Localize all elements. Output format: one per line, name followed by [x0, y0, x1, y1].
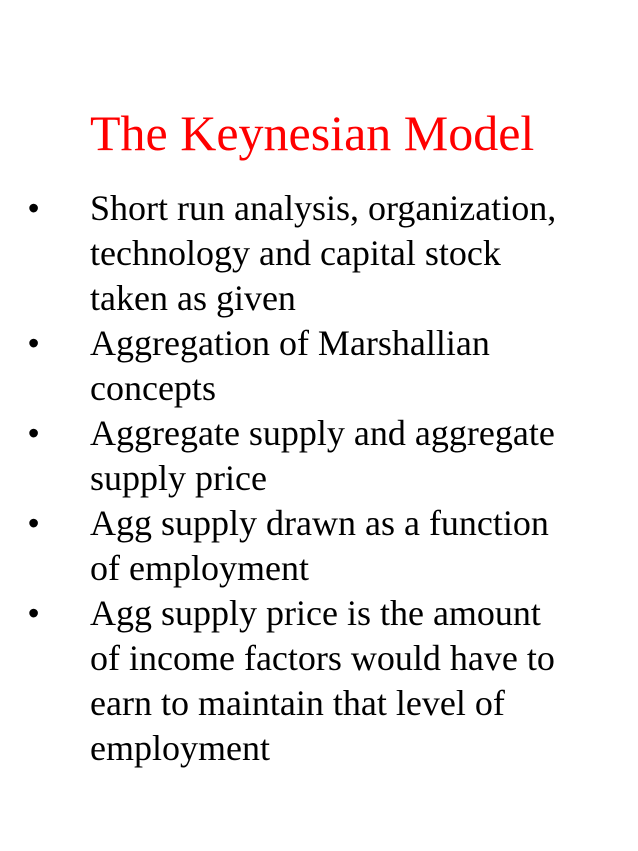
- bullet-text-line: of employment: [90, 548, 309, 588]
- bullet-icon: •: [28, 595, 40, 631]
- bullet-item: [28, 501, 628, 591]
- bullet-icon: •: [28, 325, 40, 361]
- bullet-text-line: employment: [90, 728, 270, 768]
- bullet-text-line: Short run analysis, organization,: [90, 188, 557, 228]
- bullet-text-line: technology and capital stock: [90, 233, 501, 273]
- bullet-item: [28, 321, 628, 411]
- slide-title: The Keynesian Model: [90, 105, 535, 161]
- bullet-item: [28, 186, 628, 321]
- bullet-icon: •: [28, 505, 40, 541]
- bullet-text-line: Agg supply drawn as a function: [90, 503, 549, 543]
- bullet-item: [28, 411, 628, 501]
- bullet-icon: •: [28, 190, 40, 226]
- bullet-list: [28, 186, 628, 771]
- bullet-text-line: Aggregation of Marshallian: [90, 323, 490, 363]
- bullet-icon: •: [28, 415, 40, 451]
- bullet-text-line: earn to maintain that level of: [90, 683, 505, 723]
- bullet-text-line: Agg supply price is the amount: [90, 593, 541, 633]
- bullet-text-line: taken as given: [90, 278, 296, 318]
- bullet-text-line: of income factors would have to: [90, 638, 555, 678]
- bullet-text-line: concepts: [90, 368, 216, 408]
- bullet-item: [28, 591, 628, 771]
- bullet-text-line: Aggregate supply and aggregate: [90, 413, 555, 453]
- bullet-text-line: supply price: [90, 458, 267, 498]
